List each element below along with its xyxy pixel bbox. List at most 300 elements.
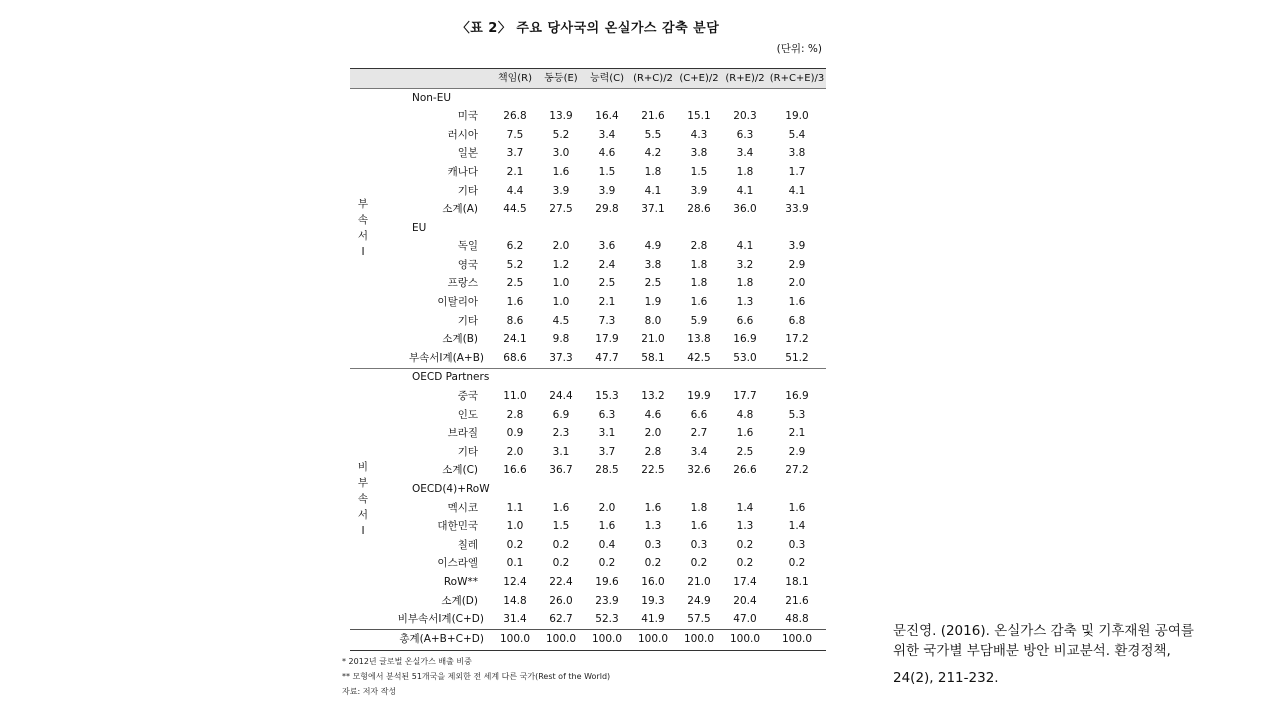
value-cell: 6.3	[598, 408, 616, 421]
value-cell: 0.2	[736, 557, 754, 570]
side-label	[350, 368, 376, 629]
side-label-char: 부	[357, 477, 369, 490]
value-cell: 3.4	[736, 147, 754, 160]
value-cell: 1.5	[598, 165, 616, 178]
table-notes	[342, 654, 610, 699]
value-cell: 37.1	[641, 203, 665, 216]
value-cell: 1.6	[552, 501, 570, 514]
value-cell: 4.3	[690, 128, 708, 141]
value-cell: 1.2	[552, 258, 570, 271]
value-cell: 0.2	[552, 557, 570, 570]
value-cell: 16.0	[641, 575, 665, 588]
unit-label: (단위: %)	[776, 43, 822, 55]
empty-cell	[492, 89, 538, 108]
empty-cell	[722, 89, 768, 108]
value-cell: 0.3	[690, 538, 708, 551]
value-cell: 15.3	[595, 390, 619, 403]
value-cell: 0.4	[598, 538, 616, 551]
value-cell: 2.0	[598, 501, 616, 514]
value-cell: 100.0	[538, 630, 584, 651]
table-row	[350, 331, 826, 350]
value-cell: 17.7	[733, 390, 757, 403]
value-cell: 100.0	[722, 630, 768, 651]
value-cell: 2.4	[598, 258, 616, 271]
table-row	[350, 126, 826, 145]
value-cell: 1.0	[506, 520, 524, 533]
value-cell: 2.5	[644, 277, 662, 290]
row-label: RoW**	[443, 575, 478, 588]
empty-cell	[538, 368, 584, 387]
empty-cell	[584, 89, 630, 108]
empty-cell	[722, 480, 768, 499]
group-row	[350, 368, 826, 387]
value-cell: 3.9	[788, 240, 806, 253]
value-cell: 0.1	[506, 557, 524, 570]
value-cell: 2.8	[690, 240, 708, 253]
side-label-char: Ⅰ	[361, 246, 365, 259]
table-row	[350, 182, 826, 201]
value-cell: 4.4	[506, 184, 524, 197]
value-cell: 0.9	[506, 427, 524, 440]
row-label: 러시아	[447, 128, 478, 141]
value-cell: 21.6	[641, 110, 665, 123]
value-cell: 27.5	[549, 203, 573, 216]
column-header: (C+E)/2	[676, 69, 722, 89]
value-cell: 1.6	[598, 520, 616, 533]
side-label-char: 서	[357, 509, 369, 522]
value-cell: 6.6	[690, 408, 708, 421]
value-cell: 1.3	[644, 520, 662, 533]
empty-cell	[630, 368, 676, 387]
value-cell: 2.0	[788, 277, 806, 290]
value-cell: 7.5	[506, 128, 524, 141]
value-cell: 37.3	[549, 351, 573, 364]
empty-cell	[676, 480, 722, 499]
value-cell: 8.0	[644, 314, 662, 327]
value-cell: 3.4	[690, 445, 708, 458]
value-cell: 5.3	[788, 408, 806, 421]
value-cell: 13.8	[687, 333, 711, 346]
row-label: 이스라엘	[437, 557, 478, 570]
value-cell: 0.2	[788, 557, 806, 570]
value-cell: 53.0	[733, 351, 757, 364]
value-cell: 4.1	[788, 184, 806, 197]
value-cell: 24.4	[549, 390, 573, 403]
row-label: 부속서Ⅰ계(A+B)	[408, 351, 484, 364]
value-cell: 3.8	[644, 258, 662, 271]
value-cell: 24.9	[687, 594, 711, 607]
value-cell: 42.5	[687, 351, 711, 364]
value-cell: 2.0	[644, 427, 662, 440]
value-cell: 19.3	[641, 594, 665, 607]
source-line: 자료: 저자 작성	[342, 687, 397, 696]
empty-cell	[768, 368, 826, 387]
value-cell: 3.6	[598, 240, 616, 253]
header-row	[350, 69, 826, 89]
value-cell: 6.9	[552, 408, 570, 421]
value-cell: 1.4	[788, 520, 806, 533]
value-cell: 47.7	[595, 351, 619, 364]
value-cell: 8.6	[506, 314, 524, 327]
citation-line: 24(2), 211-232.	[893, 670, 999, 686]
table-row	[350, 163, 826, 182]
group-label: Non-EU	[412, 91, 452, 104]
value-cell: 5.9	[690, 314, 708, 327]
table-row	[350, 256, 826, 275]
value-cell: 1.6	[788, 501, 806, 514]
column-header: (R+C)/2	[630, 69, 676, 89]
value-cell: 1.6	[690, 520, 708, 533]
value-cell: 1.1	[506, 501, 524, 514]
table-row	[350, 611, 826, 630]
value-cell: 21.0	[687, 575, 711, 588]
column-header: 능력(C)	[584, 69, 630, 89]
value-cell: 20.4	[733, 594, 757, 607]
grand-total-row	[350, 630, 826, 651]
burden-share-table	[350, 68, 826, 651]
value-cell: 4.1	[736, 240, 754, 253]
value-cell: 6.3	[736, 128, 754, 141]
value-cell: 14.8	[503, 594, 527, 607]
row-label: 비부속서Ⅰ계(C+D)	[397, 613, 484, 626]
value-cell: 47.0	[733, 613, 757, 626]
column-header: (R+C+E)/3	[768, 69, 826, 89]
empty-cell	[768, 480, 826, 499]
value-cell: 1.3	[736, 296, 754, 309]
value-cell: 2.1	[598, 296, 616, 309]
value-cell: 1.4	[736, 501, 754, 514]
value-cell: 0.2	[598, 557, 616, 570]
column-header: 책임(R)	[492, 69, 538, 89]
value-cell: 4.8	[736, 408, 754, 421]
value-cell: 1.6	[788, 296, 806, 309]
value-cell: 2.5	[506, 277, 524, 290]
table-row	[350, 294, 826, 313]
row-label: 소계(B)	[442, 333, 478, 346]
row-label: 칠레	[457, 538, 478, 551]
empty-cell	[722, 368, 768, 387]
row-label: 소계(C)	[442, 464, 478, 477]
side-label-char: 비	[357, 461, 369, 474]
value-cell: 18.1	[785, 575, 809, 588]
empty-cell	[584, 219, 630, 238]
value-cell: 2.0	[506, 445, 524, 458]
row-label: 영국	[457, 258, 478, 271]
side-label-char: Ⅰ	[361, 525, 365, 538]
empty-cell	[630, 480, 676, 499]
empty-cell	[768, 219, 826, 238]
value-cell: 20.3	[733, 110, 757, 123]
value-cell: 57.5	[687, 613, 711, 626]
value-cell: 1.0	[552, 296, 570, 309]
value-cell: 1.8	[690, 277, 708, 290]
table-row	[350, 312, 826, 331]
side-label-char: 부	[357, 198, 369, 211]
value-cell: 6.6	[736, 314, 754, 327]
row-label: 일본	[457, 147, 478, 160]
value-cell: 48.8	[785, 613, 809, 626]
value-cell: 5.5	[644, 128, 662, 141]
value-cell: 3.1	[598, 427, 616, 440]
value-cell: 24.1	[503, 333, 527, 346]
table-title: 〈표 2〉 주요 당사국의 온실가스 감축 분담	[456, 21, 720, 36]
value-cell: 26.6	[733, 464, 757, 477]
value-cell: 22.4	[549, 575, 573, 588]
empty-cell	[630, 89, 676, 108]
value-cell: 4.5	[552, 314, 570, 327]
value-cell: 1.8	[736, 165, 754, 178]
value-cell: 100.0	[584, 630, 630, 651]
empty-cell	[768, 89, 826, 108]
column-header: (R+E)/2	[722, 69, 768, 89]
value-cell: 0.2	[506, 538, 524, 551]
value-cell: 58.1	[641, 351, 665, 364]
value-cell: 28.5	[595, 464, 619, 477]
value-cell: 3.9	[598, 184, 616, 197]
citation-line: 위한 국가별 부담배분 방안 비교분석. 환경정책,	[893, 643, 1171, 659]
note-line: ** 모형에서 분석된 51개국을 제외한 전 세계 다른 국가(Rest of the World)	[342, 672, 611, 681]
value-cell: 17.2	[785, 333, 809, 346]
table-row	[350, 499, 826, 518]
value-cell: 3.9	[690, 184, 708, 197]
value-cell: 51.2	[785, 351, 809, 364]
row-label: 중국	[457, 390, 478, 403]
value-cell: 3.8	[690, 147, 708, 160]
table-row	[350, 201, 826, 220]
value-cell: 11.0	[503, 390, 527, 403]
value-cell: 2.9	[788, 445, 806, 458]
value-cell: 32.6	[687, 464, 711, 477]
value-cell: 100.0	[768, 630, 826, 651]
row-label: 기타	[457, 314, 478, 327]
value-cell: 1.0	[552, 277, 570, 290]
value-cell: 100.0	[492, 630, 538, 651]
empty-cell	[584, 368, 630, 387]
value-cell: 23.9	[595, 594, 619, 607]
row-label: 총계(A+B+C+D)	[350, 630, 492, 651]
value-cell: 1.8	[690, 258, 708, 271]
value-cell: 26.8	[503, 110, 527, 123]
value-cell: 28.6	[687, 203, 711, 216]
value-cell: 4.6	[644, 408, 662, 421]
value-cell: 44.5	[503, 203, 527, 216]
value-cell: 3.7	[506, 147, 524, 160]
value-cell: 21.0	[641, 333, 665, 346]
empty-cell	[538, 480, 584, 499]
value-cell: 21.6	[785, 594, 809, 607]
table-row	[350, 145, 826, 164]
value-cell: 2.0	[552, 240, 570, 253]
row-label: 독일	[457, 240, 478, 253]
empty-cell	[676, 219, 722, 238]
row-label: 대한민국	[437, 520, 478, 533]
value-cell: 3.7	[598, 445, 616, 458]
value-cell: 6.2	[506, 240, 524, 253]
value-cell: 3.9	[552, 184, 570, 197]
empty-cell	[538, 219, 584, 238]
table-row	[350, 443, 826, 462]
table-row	[350, 425, 826, 444]
row-label: 캐나다	[447, 165, 478, 178]
value-cell: 36.0	[733, 203, 757, 216]
value-cell: 6.8	[788, 314, 806, 327]
row-label: 인도	[457, 408, 478, 421]
value-cell: 0.2	[690, 557, 708, 570]
value-cell: 33.9	[785, 203, 809, 216]
table-row	[350, 573, 826, 592]
value-cell: 2.7	[690, 427, 708, 440]
group-label: OECD Partners	[376, 368, 492, 387]
header-blank	[350, 69, 492, 89]
value-cell: 68.6	[503, 351, 527, 364]
value-cell: 0.2	[644, 557, 662, 570]
table-row	[350, 108, 826, 127]
value-cell: 41.9	[641, 613, 665, 626]
value-cell: 100.0	[676, 630, 722, 651]
value-cell: 2.5	[736, 445, 754, 458]
value-cell: 1.6	[736, 427, 754, 440]
value-cell: 2.1	[506, 165, 524, 178]
value-cell: 15.1	[687, 110, 711, 123]
value-cell: 4.2	[644, 147, 662, 160]
empty-cell	[722, 219, 768, 238]
row-label: 미국	[457, 110, 478, 123]
note-line: * 2012년 글로벌 온실가스 배출 비중	[342, 657, 472, 666]
row-label: 브라질	[447, 427, 478, 440]
value-cell: 17.9	[595, 333, 619, 346]
value-cell: 0.3	[644, 538, 662, 551]
value-cell: 2.9	[788, 258, 806, 271]
table-row	[350, 388, 826, 407]
value-cell: 16.9	[785, 390, 809, 403]
row-label: 프랑스	[447, 277, 478, 290]
value-cell: 52.3	[595, 613, 619, 626]
table-row	[350, 406, 826, 425]
value-cell: 19.6	[595, 575, 619, 588]
empty-cell	[630, 219, 676, 238]
group-label: EU	[412, 221, 427, 234]
value-cell: 62.7	[549, 613, 573, 626]
citation-line: 문진영. (2016). 온실가스 감축 및 기후재원 공여를	[893, 623, 1194, 639]
value-cell: 1.7	[788, 165, 806, 178]
value-cell: 1.6	[644, 501, 662, 514]
value-cell: 1.8	[736, 277, 754, 290]
group-row	[350, 89, 826, 108]
side-label-char: 속	[357, 493, 369, 506]
table-row	[350, 238, 826, 257]
value-cell: 2.5	[598, 277, 616, 290]
value-cell: 16.9	[733, 333, 757, 346]
empty-cell	[492, 219, 538, 238]
value-cell: 3.2	[736, 258, 754, 271]
table-row	[350, 518, 826, 537]
column-header: 동등(E)	[538, 69, 584, 89]
empty-cell	[492, 368, 538, 387]
value-cell: 36.7	[549, 464, 573, 477]
row-label: 기타	[457, 445, 478, 458]
value-cell: 5.2	[552, 128, 570, 141]
value-cell: 1.3	[736, 520, 754, 533]
value-cell: 5.4	[788, 128, 806, 141]
empty-cell	[676, 89, 722, 108]
value-cell: 27.2	[785, 464, 809, 477]
value-cell: 0.2	[552, 538, 570, 551]
empty-cell	[676, 368, 722, 387]
citation	[893, 621, 1253, 688]
value-cell: 3.4	[598, 128, 616, 141]
value-cell: 7.3	[598, 314, 616, 327]
value-cell: 1.5	[690, 165, 708, 178]
value-cell: 13.2	[641, 390, 665, 403]
row-label: 소계(D)	[441, 594, 478, 607]
value-cell: 16.4	[595, 110, 619, 123]
group-label: OECD(4)+RoW	[412, 483, 490, 496]
table-row	[350, 536, 826, 555]
value-cell: 4.6	[598, 147, 616, 160]
value-cell: 19.9	[687, 390, 711, 403]
row-label: 소계(A)	[442, 203, 478, 216]
group-row	[350, 480, 826, 499]
value-cell: 26.0	[549, 594, 573, 607]
table-row	[350, 349, 826, 368]
row-label: 이탈리아	[437, 296, 478, 309]
value-cell: 1.9	[644, 296, 662, 309]
row-label: 기타	[457, 184, 478, 197]
value-cell: 22.5	[641, 464, 665, 477]
table-row	[350, 275, 826, 294]
row-label: 멕시코	[447, 501, 478, 514]
value-cell: 4.1	[736, 184, 754, 197]
value-cell: 1.8	[644, 165, 662, 178]
value-cell: 5.2	[506, 258, 524, 271]
value-cell: 17.4	[733, 575, 757, 588]
value-cell: 2.8	[644, 445, 662, 458]
empty-cell	[492, 480, 538, 499]
value-cell: 4.1	[644, 184, 662, 197]
value-cell: 31.4	[503, 613, 527, 626]
value-cell: 1.8	[690, 501, 708, 514]
value-cell: 3.8	[788, 147, 806, 160]
value-cell: 1.5	[552, 520, 570, 533]
table-body	[350, 89, 826, 651]
value-cell: 2.8	[506, 408, 524, 421]
group-row	[350, 219, 826, 238]
value-cell: 13.9	[549, 110, 573, 123]
table-row	[350, 462, 826, 481]
value-cell: 9.8	[552, 333, 570, 346]
value-cell: 19.0	[785, 110, 809, 123]
value-cell: 100.0	[630, 630, 676, 651]
value-cell: 12.4	[503, 575, 527, 588]
value-cell: 2.3	[552, 427, 570, 440]
side-label-char: 서	[357, 230, 369, 243]
empty-cell	[538, 89, 584, 108]
value-cell: 0.2	[736, 538, 754, 551]
value-cell: 16.6	[503, 464, 527, 477]
value-cell: 4.9	[644, 240, 662, 253]
side-label	[350, 89, 376, 369]
value-cell: 2.1	[788, 427, 806, 440]
value-cell: 29.8	[595, 203, 619, 216]
table-row	[350, 592, 826, 611]
value-cell: 3.1	[552, 445, 570, 458]
empty-cell	[584, 480, 630, 499]
side-label-char: 속	[357, 214, 369, 227]
value-cell: 1.6	[552, 165, 570, 178]
value-cell: 3.0	[552, 147, 570, 160]
value-cell: 1.6	[506, 296, 524, 309]
value-cell: 1.6	[690, 296, 708, 309]
